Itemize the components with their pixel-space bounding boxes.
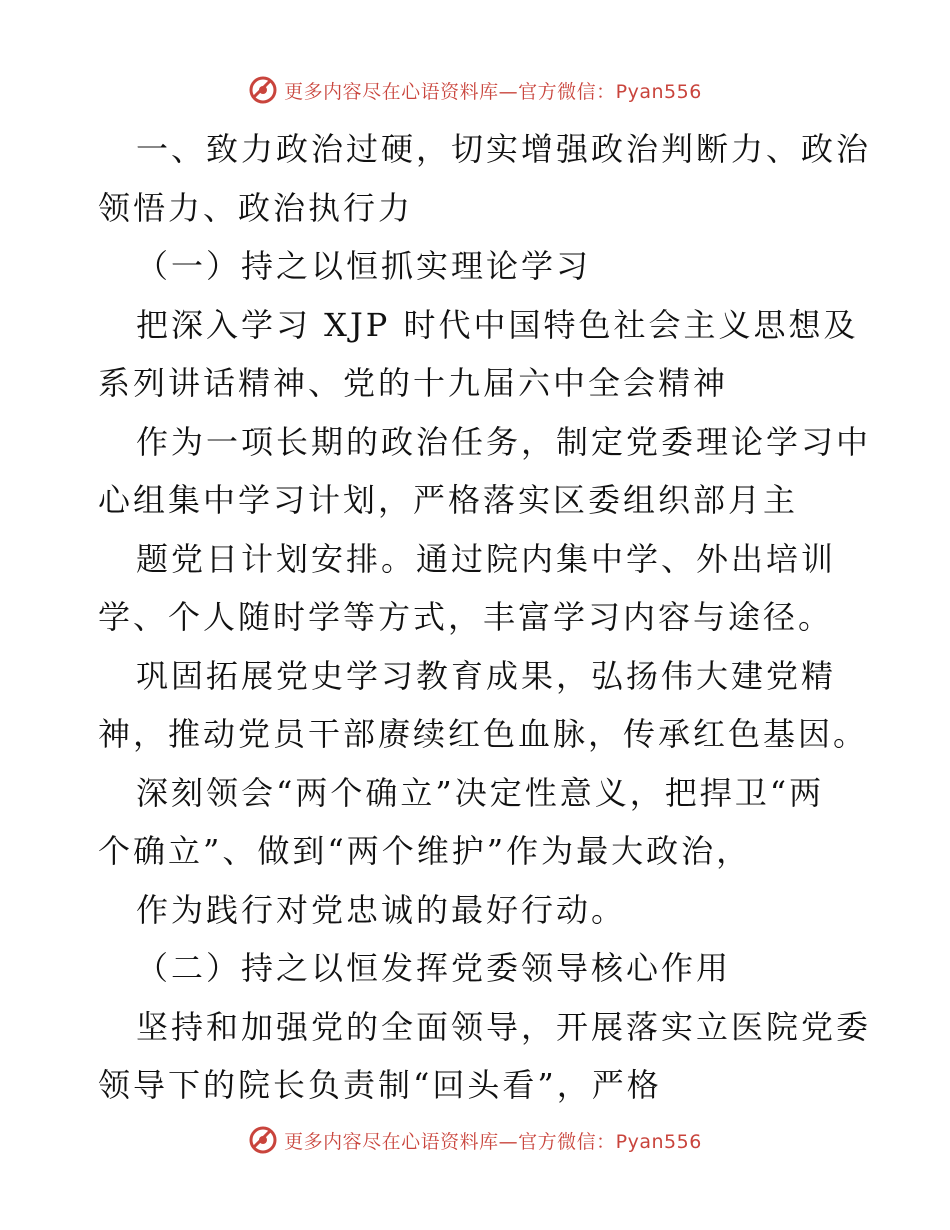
- header-banner-text: 更多内容尽在心语资料库—官方微信：Pyan556: [284, 80, 702, 103]
- red-seal-icon: [248, 1125, 278, 1155]
- paragraph-line: 把深入学习 XJP 时代中国特色社会主义思想及: [136, 305, 859, 344]
- paragraph-line: 系列讲话精神、党的十九届六中全会精神: [98, 364, 729, 402]
- paragraph-line: 坚持和加强党的全面领导，开展落实立医院党委: [136, 1007, 872, 1046]
- paragraph-line: 学、个人随时学等方式，丰富学习内容与途径。: [98, 598, 834, 636]
- paragraph-line: 题党日计划安排。通过院内集中学、外出培训: [136, 539, 837, 578]
- document-body: [98, 120, 872, 1115]
- section-heading: 一、致力政治过硬，切实增强政治判断力、政治: [136, 130, 872, 168]
- paragraph-line: 深刻领会“两个确立”决定性意义，把捍卫“两: [136, 773, 825, 812]
- footer-banner-text: 更多内容尽在心语资料库—官方微信：Pyan556: [284, 1130, 702, 1153]
- paragraph-line: 作为践行对党忠诚的最好行动。: [136, 890, 627, 929]
- subsection-heading: （二）持之以恒发挥党委领导核心作用: [136, 949, 732, 987]
- footer-banner: [0, 1120, 950, 1160]
- paragraph-line: 领悟力、政治执行力: [98, 188, 414, 227]
- paragraph-line: 神，推动党员干部赓续红色血脉，传承红色基因。: [98, 715, 869, 753]
- subsection-heading: （一）持之以恒抓实理论学习: [136, 247, 592, 285]
- paragraph-line: 领导下的院长负责制“回头看”，严格: [98, 1066, 662, 1104]
- header-banner: [0, 70, 950, 110]
- paragraph-line: 巩固拓展党史学习教育成果，弘扬伟大建党精: [136, 656, 837, 695]
- paragraph-line: 作为一项长期的政治任务，制定党委理论学习中: [136, 422, 872, 461]
- paragraph-line: 心组集中学习计划，严格落实区委组织部月主: [98, 481, 799, 519]
- paragraph-line: 个确立”、做到“两个维护”作为最大政治，: [98, 832, 752, 870]
- red-seal-icon: [248, 75, 278, 105]
